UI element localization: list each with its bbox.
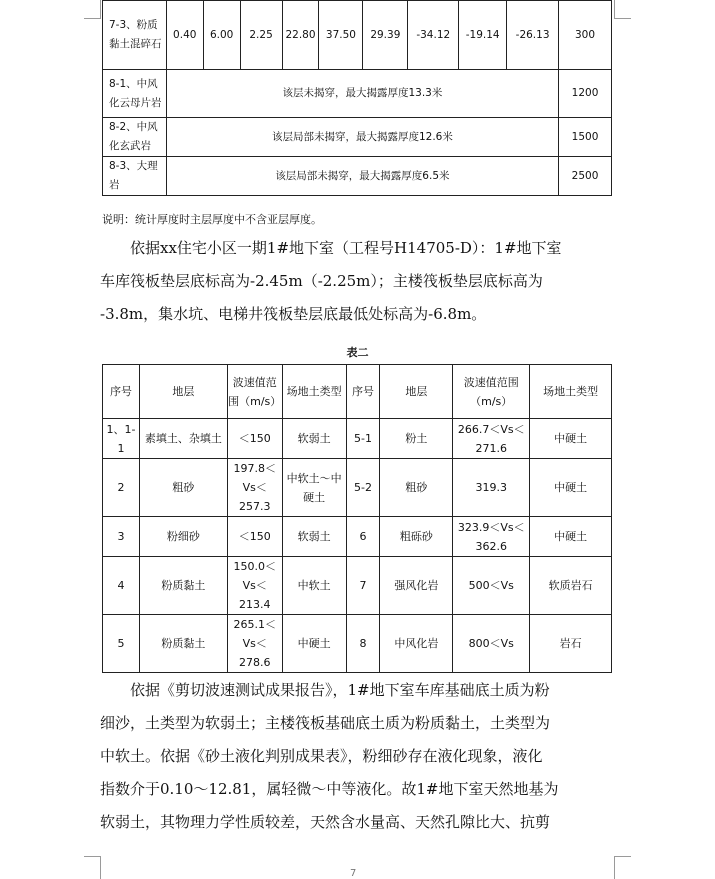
table-cell: 8 [346, 615, 380, 673]
table-cell: 300 [559, 1, 612, 70]
shear-wave-velocity-table [102, 364, 612, 673]
table-cell: 中硬土 [530, 517, 612, 557]
table-cell: 7 [346, 557, 380, 615]
table-cell: 5-1 [346, 419, 380, 459]
table-cell: 6 [346, 517, 380, 557]
table-cell: 3 [103, 517, 140, 557]
table-row [103, 615, 612, 673]
table-cell: 5 [103, 615, 140, 673]
header-cell: 序号 [103, 365, 140, 419]
table-cell: 22.80 [282, 1, 319, 70]
paragraph-line: 依据xx住宅小区一期1#地下室（工程号H14705-D）：1#地下室 [130, 239, 562, 257]
table-cell: 中硬土 [530, 459, 612, 517]
table-row [103, 459, 612, 517]
table-cell: 粉土 [380, 419, 453, 459]
paragraph-line: 中软土。依据《砂土液化判别成果表》，粉细砂存在液化现象，液化 [100, 747, 543, 765]
table-cell: 粗砂 [380, 459, 453, 517]
table-cell: -19.14 [459, 1, 507, 70]
table-cell: 粉质黏土 [139, 557, 227, 615]
table-cell: 319.3 [453, 459, 530, 517]
table-cell: 素填土、杂填土 [139, 419, 227, 459]
layer-name: 8-1、中风化云母片岩 [103, 70, 167, 118]
table-cell: 4 [103, 557, 140, 615]
table-cell: 粗砾砂 [380, 517, 453, 557]
merged-note-cell: 该层局部未揭穿，最大揭露厚度12.6米 [166, 118, 558, 157]
table-cell: 5-2 [346, 459, 380, 517]
table-cell: 150.0＜Vs＜213.4 [227, 557, 282, 615]
table-cell: 软质岩石 [530, 557, 612, 615]
table-cell: 软弱土 [282, 419, 346, 459]
table-cell: 中硬土 [282, 615, 346, 673]
strata-thickness-table [102, 0, 612, 196]
table-cell: 1200 [559, 70, 612, 118]
table-row [103, 157, 612, 196]
paragraph-line: 细沙，土类型为软弱土；主楼筏板基础底土质为粉质黏土，土类型为 [100, 714, 551, 732]
table-cell: ＜150 [227, 517, 282, 557]
crop-mark-top-left [84, 0, 101, 19]
table-cell: 323.9＜Vs＜362.6 [453, 517, 530, 557]
table-cell: 1、1-1 [103, 419, 140, 459]
table-cell: 粉细砂 [139, 517, 227, 557]
paragraph-soil-analysis [100, 674, 615, 839]
layer-name: 8-2、中风化玄武岩 [103, 118, 167, 157]
header-cell: 场地土类型 [282, 365, 346, 419]
paragraph-line: 依据《剪切波速测试成果报告》，1#地下室车库基础底土质为粉 [130, 681, 550, 699]
table-cell: 800＜Vs [453, 615, 530, 673]
merged-note-cell: 该层未揭穿，最大揭露厚度13.3米 [166, 70, 558, 118]
layer-name: 7-3、粉质黏土混碎石 [103, 1, 167, 70]
table-cell: 6.00 [203, 1, 240, 70]
table-cell: 29.39 [363, 1, 408, 70]
table-header-row [103, 365, 612, 419]
table-cell: 37.50 [319, 1, 363, 70]
table-row [103, 419, 612, 459]
header-cell: 地层 [380, 365, 453, 419]
merged-note-cell: 该层局部未揭穿，最大揭露厚度6.5米 [166, 157, 558, 196]
table-row [103, 118, 612, 157]
table-cell: 中硬土 [530, 419, 612, 459]
table-row [103, 557, 612, 615]
layer-name: 8-3、大理岩 [103, 157, 167, 196]
paragraph-foundation-elevation [100, 232, 615, 331]
table-cell: 中软土 [282, 557, 346, 615]
table-row [103, 1, 612, 70]
header-cell: 序号 [346, 365, 380, 419]
table-footnote: 说明：统计厚度时主层厚度中不含亚层厚度。 [102, 213, 322, 226]
table-cell: 粉质黏土 [139, 615, 227, 673]
table-cell: -26.13 [507, 1, 559, 70]
paragraph-line: -3.8m，集水坑、电梯井筏板垫层底最低处标高为-6.8m。 [100, 305, 487, 323]
table-cell: 2 [103, 459, 140, 517]
page-number: 7 [350, 868, 357, 879]
table-cell: 265.1＜Vs＜278.6 [227, 615, 282, 673]
paragraph-line: 车库筏板垫层底标高为-2.45m（-2.25m）；主楼筏板垫层底标高为 [100, 272, 543, 290]
header-cell: 地层 [139, 365, 227, 419]
table-cell: 强风化岩 [380, 557, 453, 615]
table-cell: 中风化岩 [380, 615, 453, 673]
table-cell: 266.7＜Vs＜271.6 [453, 419, 530, 459]
paragraph-line: 指数介于0.10～12.81，属轻微～中等液化。故1#地下室天然地基为 [100, 780, 559, 798]
table-caption: 表二 [346, 346, 369, 359]
table-cell: 197.8＜Vs＜257.3 [227, 459, 282, 517]
table-cell: 2500 [559, 157, 612, 196]
table-cell: 500＜Vs [453, 557, 530, 615]
table-row [103, 517, 612, 557]
table-cell: -34.12 [408, 1, 459, 70]
crop-mark-top-right [614, 0, 631, 19]
paragraph-line: 软弱土，其物理力学性质较差，天然含水量高、天然孔隙比大、抗剪 [100, 813, 551, 831]
table-row [103, 70, 612, 118]
table-cell: 岩石 [530, 615, 612, 673]
crop-mark-bottom-right [614, 856, 631, 879]
header-cell: 波速值范围（m/s） [227, 365, 282, 419]
header-cell: 场地土类型 [530, 365, 612, 419]
table-cell: 1500 [559, 118, 612, 157]
table-cell: 中软土～中硬土 [282, 459, 346, 517]
table-cell: 0.40 [166, 1, 203, 70]
table-cell: ＜150 [227, 419, 282, 459]
table-cell: 粗砂 [139, 459, 227, 517]
crop-mark-bottom-left [84, 856, 101, 879]
table-cell: 软弱土 [282, 517, 346, 557]
header-cell: 波速值范围（m/s） [453, 365, 530, 419]
table-cell: 2.25 [240, 1, 282, 70]
